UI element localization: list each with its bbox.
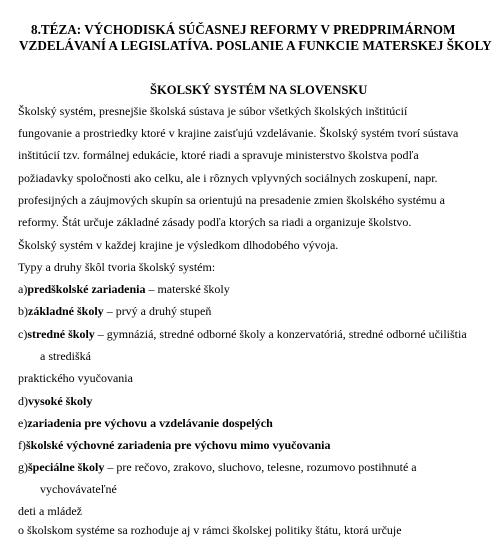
paragraph-line: profesijných a záujmových skupín sa orientujú na presadenie zmien školského systému a	[18, 193, 445, 207]
list-item-g	[18, 459, 417, 475]
list-marker: b)	[18, 304, 28, 318]
list-item-term: špeciálne školy	[28, 460, 105, 474]
list-item-continuation: praktického vyučovania	[18, 371, 133, 385]
list-item-text: – gymnáziá, stredné odborné školy a konzervatóriá, stredné odborné učilištia	[94, 327, 467, 341]
heading-line-2: VZDELÁVANÍ A LEGISLATÍVA. POSLANIE A FUNKCIE MATERSKEJ ŠKOLY	[19, 38, 492, 53]
list-item-term: zariadenia pre výchovu a vzdelávanie dospelých	[27, 416, 273, 430]
section-title: ŠKOLSKÝ SYSTÉM NA SLOVENSKU	[150, 83, 368, 97]
list-item-text: – prvý a druhý stupeň	[103, 304, 212, 318]
paragraph-line: fungovanie a prostriedky ktoré v krajine zaisťujú vzdelávanie. Školský systém tvorí sústava	[18, 126, 459, 140]
list-item-term: stredné školy	[27, 327, 95, 341]
list-item-continuation: deti a mládež	[18, 504, 82, 518]
list-item-b	[18, 303, 211, 319]
paragraph-line: Školský systém v každej krajine je výsledkom dlhodobého vývoja.	[18, 238, 339, 252]
paragraph-line: Školský systém, presnejšie školská sústava je súbor všetkých školských inštitúcií	[18, 104, 408, 118]
list-item-text: – pre rečovo, zrakovo, sluchovo, telesne, rozumovo postihnuté a	[104, 460, 417, 474]
list-item-a	[18, 281, 230, 297]
list-item-term: základné školy	[28, 304, 104, 318]
list-marker: g)	[18, 460, 28, 474]
list-item-term: školské výchovné zariadenia pre výchovu mimo vyučovania	[26, 438, 331, 452]
list-intro: Typy a druhy škôl tvoria školský systém:	[18, 260, 216, 274]
list-item-continuation: vychovávateľné	[40, 482, 117, 496]
list-marker: a)	[18, 282, 28, 296]
list-marker: c)	[18, 327, 28, 341]
paragraph-line: požiadavky spoločnosti ako celku, ale i rôznych vplyvných sociálnych zoskupení, napr.	[18, 171, 438, 185]
list-item-continuation: a stredišká	[40, 349, 91, 363]
list-item-e	[18, 415, 273, 431]
list-marker: f)	[18, 438, 26, 452]
list-item-text: – materské školy	[145, 282, 230, 296]
list-item-d	[18, 393, 92, 409]
list-item-c	[18, 326, 467, 342]
paragraph-line: reformy. Štát určuje základné zásady podľa ktorých sa riadi a organizuje školstvo.	[18, 215, 412, 229]
paragraph-line: inštitúcií tzv. formálnej edukácie, ktoré riadi a spravuje ministerstvo školstva podľa	[18, 148, 419, 162]
cut-off-line: o školskom systéme sa rozhoduje aj v rámci školskej politiky štátu, ktorá určuje	[18, 523, 402, 537]
list-item-f	[18, 437, 330, 453]
list-item-term: predškolské zariadenia	[27, 282, 146, 296]
list-marker: d)	[18, 394, 28, 408]
list-marker: e)	[18, 416, 28, 430]
list-item-term: vysoké školy	[28, 394, 93, 408]
cut-off-line-container	[0, 522, 408, 537]
heading-line-1: 8.TÉZA: VÝCHODISKÁ SÚČASNEJ REFORMY V PREDPRIMÁRNOM	[31, 22, 456, 37]
